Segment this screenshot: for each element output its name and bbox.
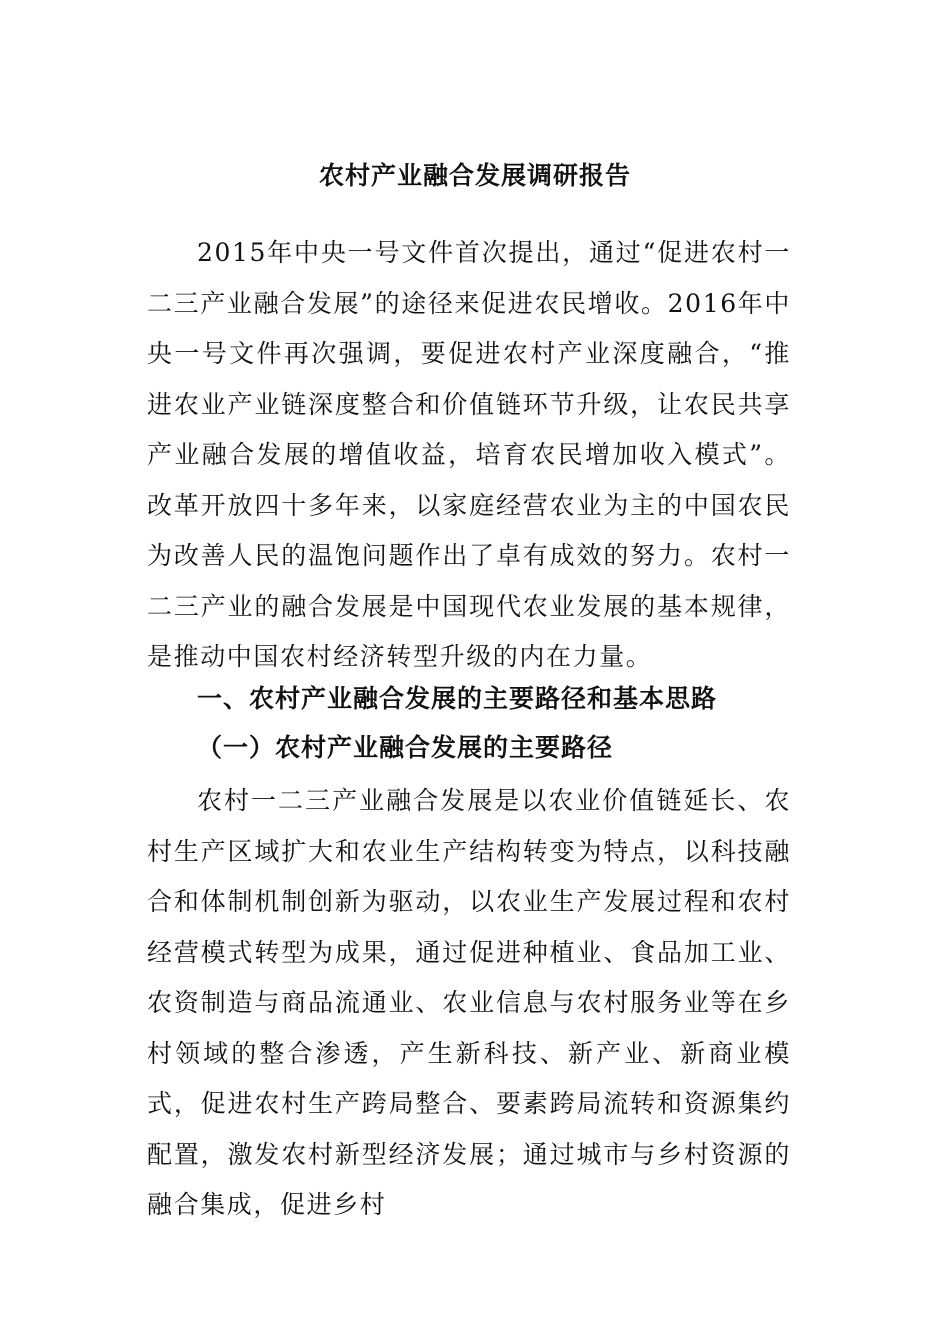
document-title: 农村产业融合发展调研报告 (318, 161, 631, 190)
section-heading: 一、农村产业融合发展的主要路径和基本思路 (197, 684, 718, 713)
subsection-heading: （一）农村产业融合发展的主要路径 (197, 733, 614, 762)
paragraph-main-path: 农村一二三产业融合发展是以农业价值链延长、农村生产区域扩大和农业生产结构转变为特点，以科技融合和体制机制创新为驱动，以农业生产发展过程和农村经营模式转型为成果，通过促进种植业、食品加工业、农资制造与商品流通业、农业信息与农村服务业等在乡村领域的整合渗透，产生新科技、新产业、新商业模式，促进农村生产跨局整合、要素跨局流转和资源集约配置，激发农村新型经济发展；通过城市与乡村资源的融合集成，促进乡村 (147, 786, 791, 1219)
paragraph-intro: 2015年中央一号文件首次提出，通过“促进农村一二三产业融合发展”的途径来促进农民增收。2016年中央一号文件再次强调，要促进农村产业深度融合，“推进农业产业链深度整合和价值链环节升级，让农民共享产业融合发展的增值收益，培育农民增加收入模式”。改革开放四十多年来，以家庭经营农业为主的中国农民为改善人民的温饱问题作出了卓有成效的努力。农村一二三产业的融合发展是中国现代农业发展的基本规律，是推动中国农村经济转型升级的内在力量。 (147, 238, 791, 671)
